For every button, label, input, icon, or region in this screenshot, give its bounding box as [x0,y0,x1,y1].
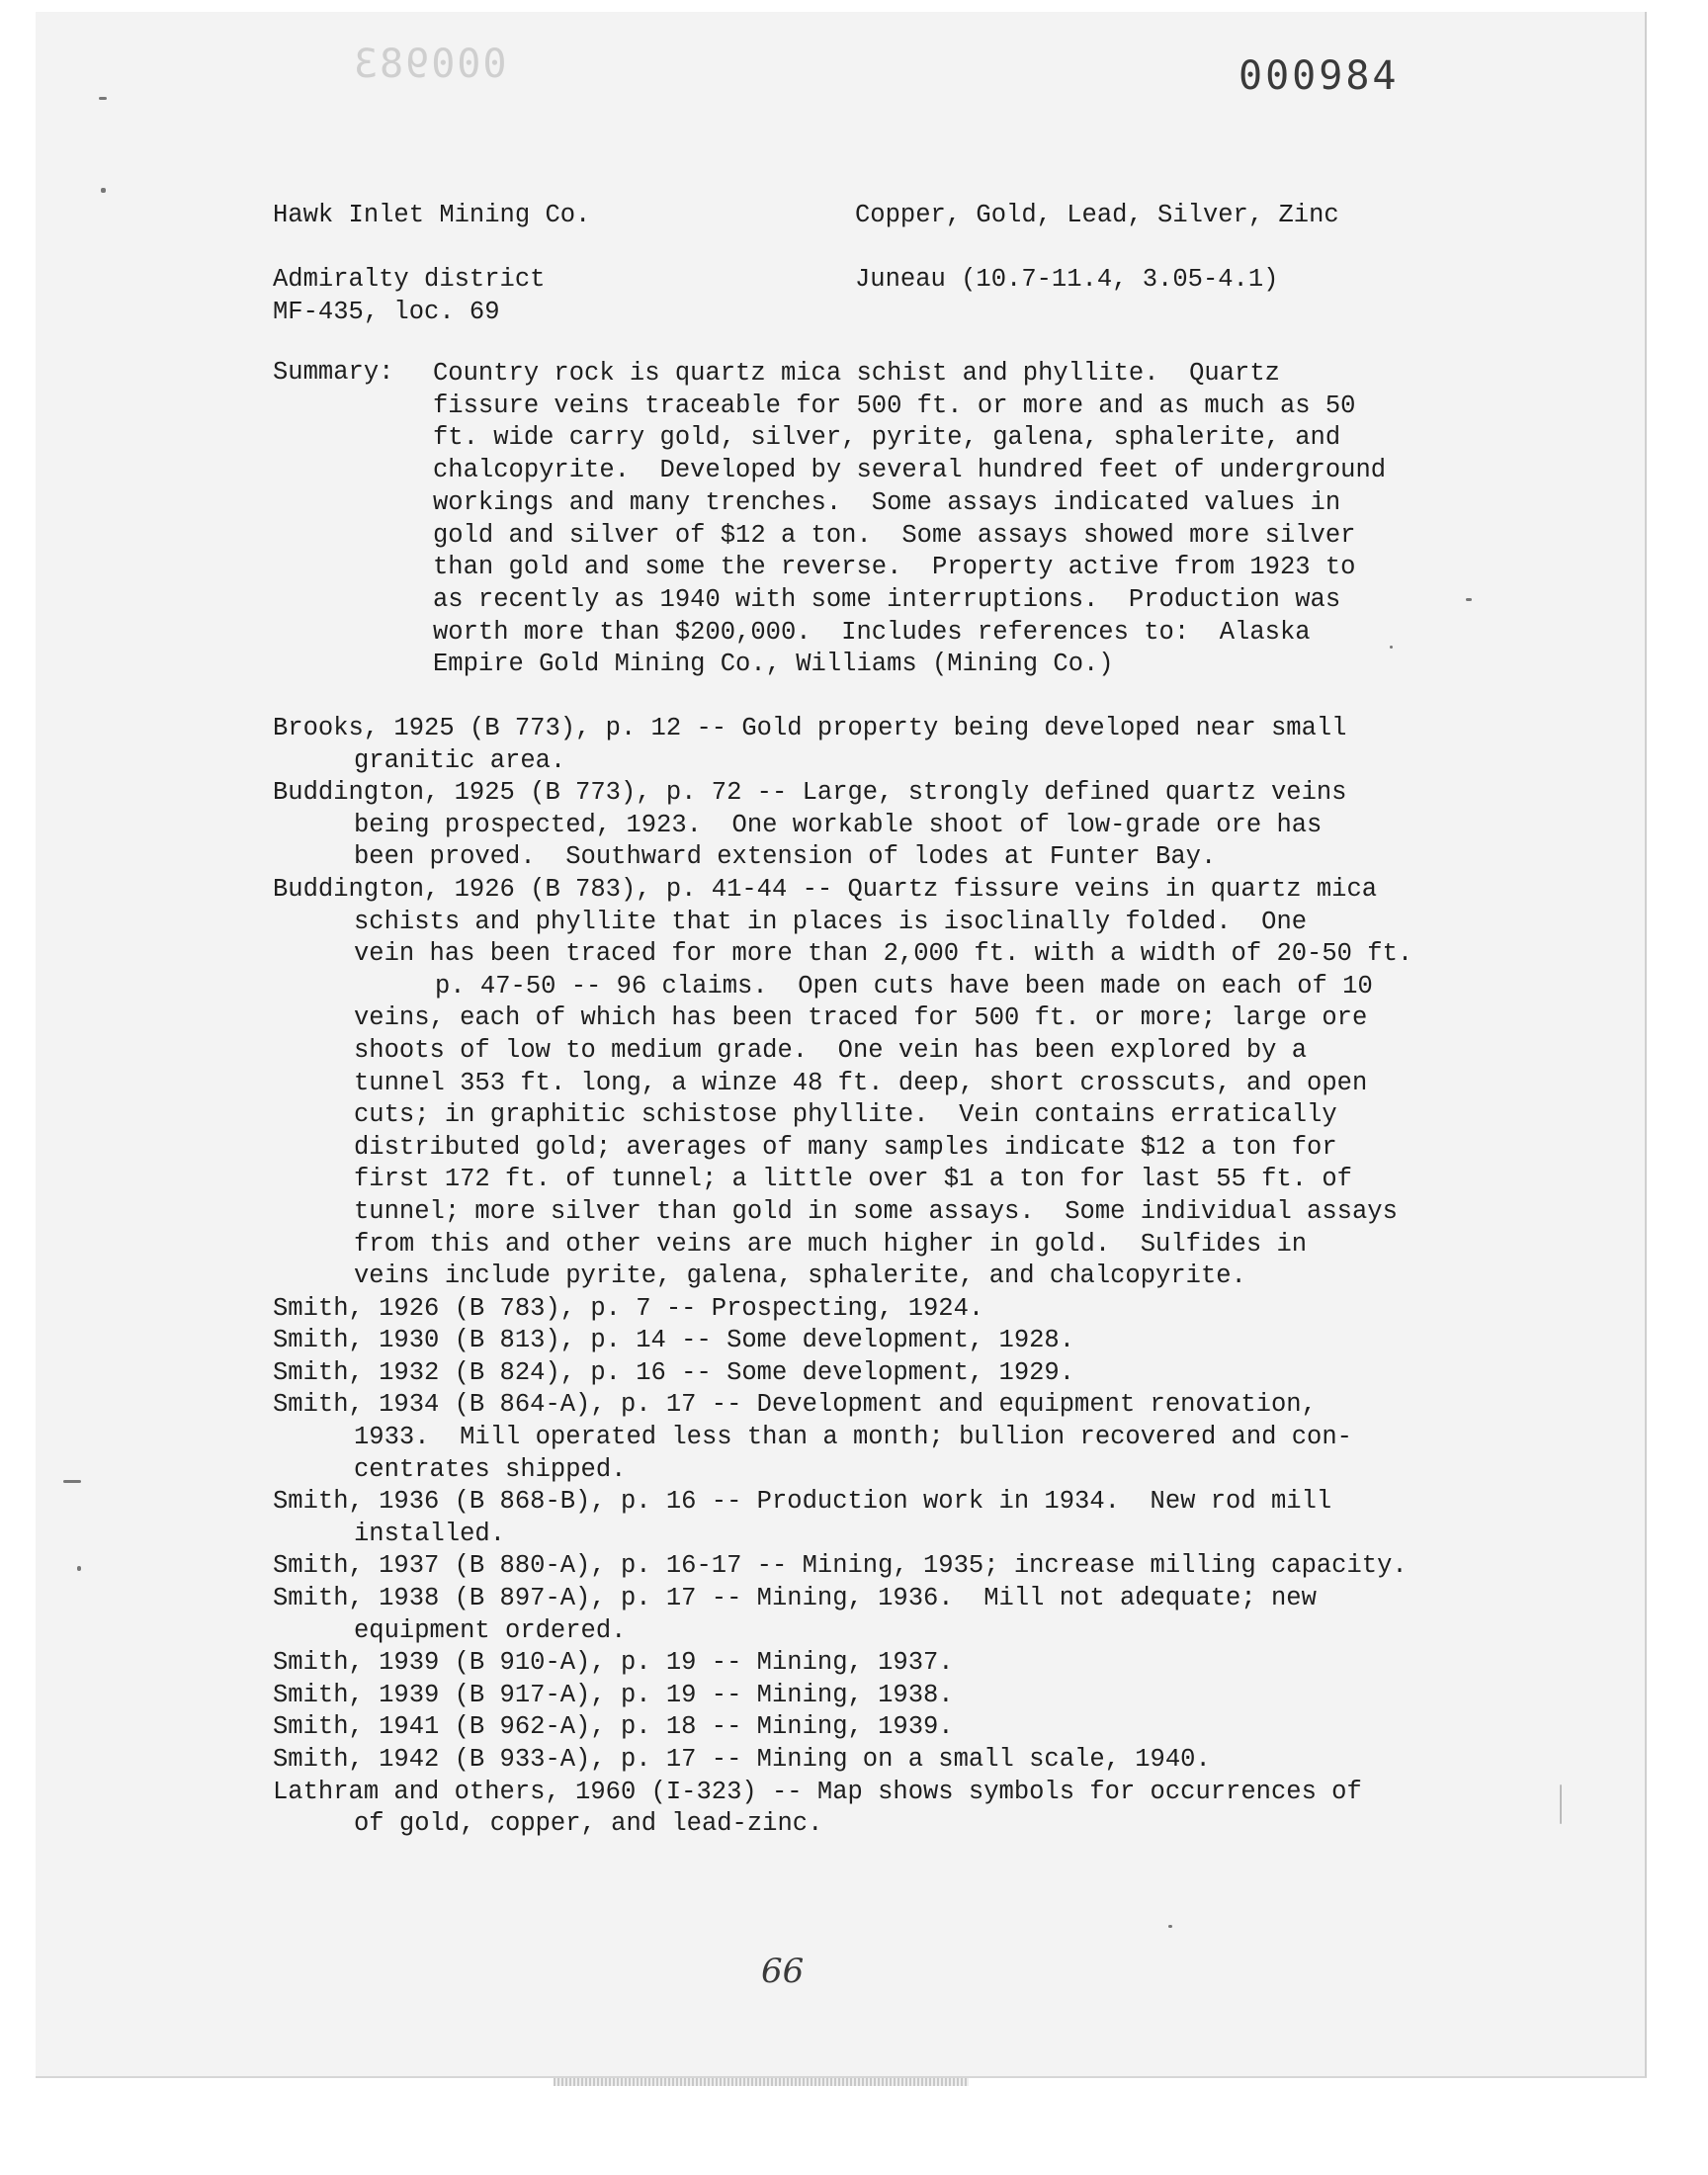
summary-line: Empire Gold Mining Co., Williams (Mining Co.) [433,650,1114,679]
summary-label: Summary: [273,358,394,387]
reference-line: p. 47-50 -- 96 claims. Open cuts have been made on each of 10 [435,971,1373,1000]
reference-line: of gold, copper, and lead-zinc. [354,1809,823,1839]
reference-line: been proved. Southward extension of lodes at Funter Bay. [354,842,1217,872]
reference-line: tunnel; more silver than gold in some assays. Some individual assays [354,1196,1398,1226]
summary-text [433,358,1500,681]
scan-edge-strip [554,2078,969,2086]
scan-speck [1560,1784,1562,1824]
summary-line: Country rock is quartz mica schist and phyllite. Quartz [433,359,1280,388]
reference-line: Smith, 1936 (B 868-B), p. 16 -- Production work in 1934. New rod mill [273,1487,1332,1517]
reference-line: Buddington, 1925 (B 773), p. 72 -- Large, strongly defined quartz veins [273,778,1347,808]
scan-speck [1390,646,1393,649]
reference-line: distributed gold; averages of many samples indicate $12 a ton for [354,1132,1337,1162]
reference-line: installed. [354,1519,506,1548]
summary-line: as recently as 1940 with some interruptions. Production was [433,584,1341,614]
reference-line: being prospected, 1923. One workable shoot of low-grade ore has [354,810,1323,839]
reference-line: granitic area. [354,745,566,775]
reference-line: Smith, 1932 (B 824), p. 16 -- Some development, 1929. [273,1357,1075,1387]
scan-speck [1466,598,1472,601]
summary-line: worth more than $200,000. Includes references to: Alaska [433,617,1311,647]
reference-line: shoots of low to medium grade. One vein has been explored by a [354,1035,1308,1065]
reference-line: Smith, 1941 (B 962-A), p. 18 -- Mining, 1939. [273,1712,954,1742]
reference-line: Brooks, 1925 (B 773), p. 12 -- Gold property being developed near small [273,714,1347,742]
map-reference: MF-435, loc. 69 [273,298,500,326]
reference-line: equipment ordered. [354,1615,627,1645]
reference-line: from this and other veins are much higher in gold. Sulfides in [354,1229,1308,1259]
reference-line: Smith, 1939 (B 910-A), p. 19 -- Mining, 1937. [273,1648,954,1678]
reference-line: Smith, 1937 (B 880-A), p. 16-17 -- Mining, 1935; increase milling capacity. [273,1551,1408,1581]
summary-line: workings and many trenches. Some assays indicated values in [433,487,1341,517]
reference-line: Smith, 1926 (B 783), p. 7 -- Prospecting, 1924. [273,1293,984,1323]
faint-stamp-number: 000983 [352,42,507,87]
summary-line: fissure veins traceable for 500 ft. or more and as much as 50 [433,391,1356,420]
reference-line: cuts; in graphitic schistose phyllite. Vein contains erratically [354,1100,1337,1130]
reference-list [273,713,1508,1841]
summary-line: gold and silver of $12 a ton. Some assays showed more silver [433,520,1356,550]
reference-line: tunnel 353 ft. long, a winze 48 ft. deep, short crosscuts, and open [354,1068,1368,1097]
scan-speck [77,1566,81,1571]
summary-line: chalcopyrite. Developed by several hundred feet of underground [433,456,1387,485]
reference-line: Smith, 1939 (B 917-A), p. 19 -- Mining, 1938. [273,1680,954,1709]
reference-line: veins, each of which has been traced for 500 ft. or more; large ore [354,1003,1368,1033]
reference-line: Smith, 1938 (B 897-A), p. 17 -- Mining, 1936. Mill not adequate; new [273,1584,1317,1613]
company-name: Hawk Inlet Mining Co. [273,201,591,229]
page-number: 66 [761,1952,805,1991]
reference-line: Smith, 1934 (B 864-A), p. 17 -- Development and equipment renovation, [273,1390,1317,1420]
reference-line: 1933. Mill operated less than a month; bullion recovered and con- [354,1423,1352,1452]
scan-speck [63,1480,81,1483]
summary-line: ft. wide carry gold, silver, pyrite, galena, sphalerite, and [433,423,1341,453]
summary-line: than gold and some the reverse. Property active from 1923 to [433,553,1356,582]
reference-line: Smith, 1942 (B 933-A), p. 17 -- Mining on a small scale, 1940. [273,1745,1211,1774]
reference-line: first 172 ft. of tunnel; a little over $1 a ton for last 55 ft. of [354,1165,1352,1194]
reference-line: Buddington, 1926 (B 783), p. 41-44 -- Quartz fissure veins in quartz mica [273,874,1378,904]
scan-speck [101,188,106,193]
reference-line: vein has been traced for more than 2,000 ft. with a width of 20-50 ft. [354,939,1413,969]
scan-speck [99,97,107,100]
district: Admiralty district [273,265,546,294]
reference-line: Lathram and others, 1960 (I-323) -- Map shows symbols for occurrences of [273,1777,1362,1806]
quadrangle: Juneau (10.7-11.4, 3.05-4.1) [855,265,1279,294]
reference-line: centrates shipped. [354,1454,627,1484]
document-stamp-number: 000984 [1238,53,1400,99]
scan-speck [1168,1925,1172,1928]
reference-line: Smith, 1930 (B 813), p. 14 -- Some development, 1928. [273,1326,1075,1355]
reference-line: schists and phyllite that in places is isoclinally folded. One [354,907,1308,936]
reference-line: veins include pyrite, galena, sphalerite, and chalcopyrite. [354,1262,1246,1291]
commodities: Copper, Gold, Lead, Silver, Zinc [855,201,1339,229]
